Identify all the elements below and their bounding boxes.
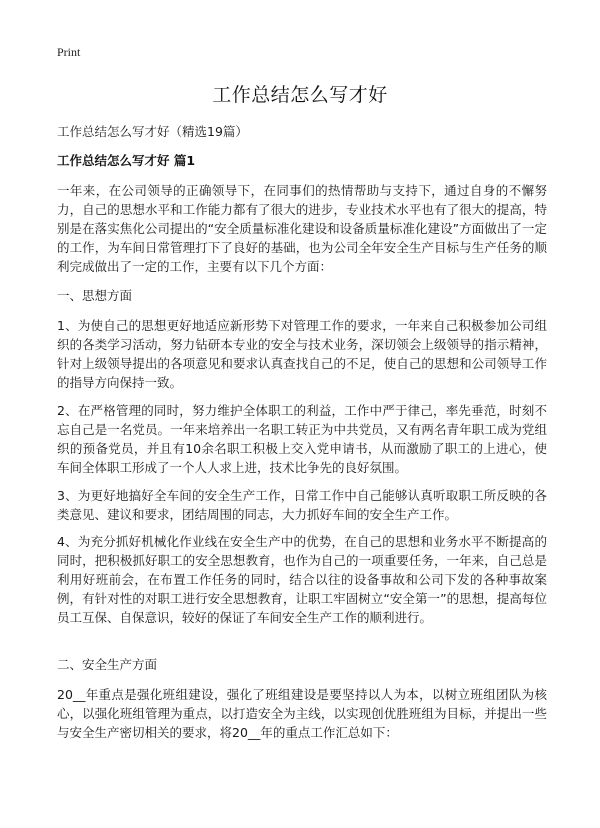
paragraph-thought-4: 4、为充分抓好机械化作业线在安全生产中的优势，在自己的思想和业务水平不断提高的同时，把积极抓好职工的安全思想教育，也作为自己的一项重要任务，一年来，自己总是利用好班前会，在布置工作任务的同时，结合以往的设备事故和公司下发的各种事故案例，有针对性的对职工进行安全思想教育，让职工牢固树立“安全第一”的思想，提高每位员工互保、自保意识，较好的保证了车间安全生产工作的顺利进行。: [57, 534, 547, 625]
document-subtitle: 工作总结怎么写才好（精选19篇）: [57, 124, 248, 139]
heading-safety: 二、安全生产方面: [57, 657, 158, 672]
print-label: Print: [57, 45, 81, 59]
paragraph-thought-2: 2、在严格管理的同时，努力维护全体职工的利益，工作中严于律己，率先垂范，时刻不忘自己是一名党员。一年来培养出一名职工转正为中共党员，又有两名青年职工成为党组织的预备党员，并且有10余名职工积极上交入党申请书，从而激励了职工的上进心，使车间全体职工形成了一个人人求上进，技术比争先的良好氛围。: [57, 403, 547, 475]
heading-thought: 一、思想方面: [57, 288, 133, 303]
paragraph-thought-1: 1、为使自己的思想更好地适应新形势下对管理工作的要求，一年来自己积极参加公司组织的各类学习活动，努力钻研本专业的安全与技术业务，深切领会上级领导的指示精神，针对上级领导提出的各项意见和要求认真查找自己的不足，使自己的思想和公司领导工作的指导方向保持一致。: [57, 318, 547, 390]
paragraph-thought-3: 3、为更好地搞好全车间的安全生产工作，日常工作中自己能够认真听取职工所反映的各类意见、建议和要求，团结周围的同志，大力抓好车间的安全生产工作。: [57, 488, 547, 522]
paragraph-intro: 一年来，在公司领导的正确领导下，在同事们的热情帮助与支持下，通过自身的不懈努力，自己的思想水平和工作能力都有了很大的进步，专业技术水平也有了很大的提高，特别是在落实焦化公司提出的“安全质量标准化建设和设备质量标准化建设”方面做出了一定的工作，为车间日常管理打下了良好的基础，也为公司全年安全生产目标与生产任务的顺利完成做出了一定的工作，主要有以下几个方面：: [57, 183, 547, 274]
document-title: 工作总结怎么写才好: [212, 84, 388, 106]
section-heading: 工作总结怎么写才好 篇1: [57, 153, 196, 168]
paragraph-safety-1: 20__年重点是强化班组建设，强化了班组建设是要坚持以人为本，以树立班组团队为核心，以强化班组管理为重点，以打造安全为主线，以实现创优胜班组为目标，并提出一些与安全生产密切相关的要求，将20__年的重点工作汇总如下：: [57, 687, 547, 740]
